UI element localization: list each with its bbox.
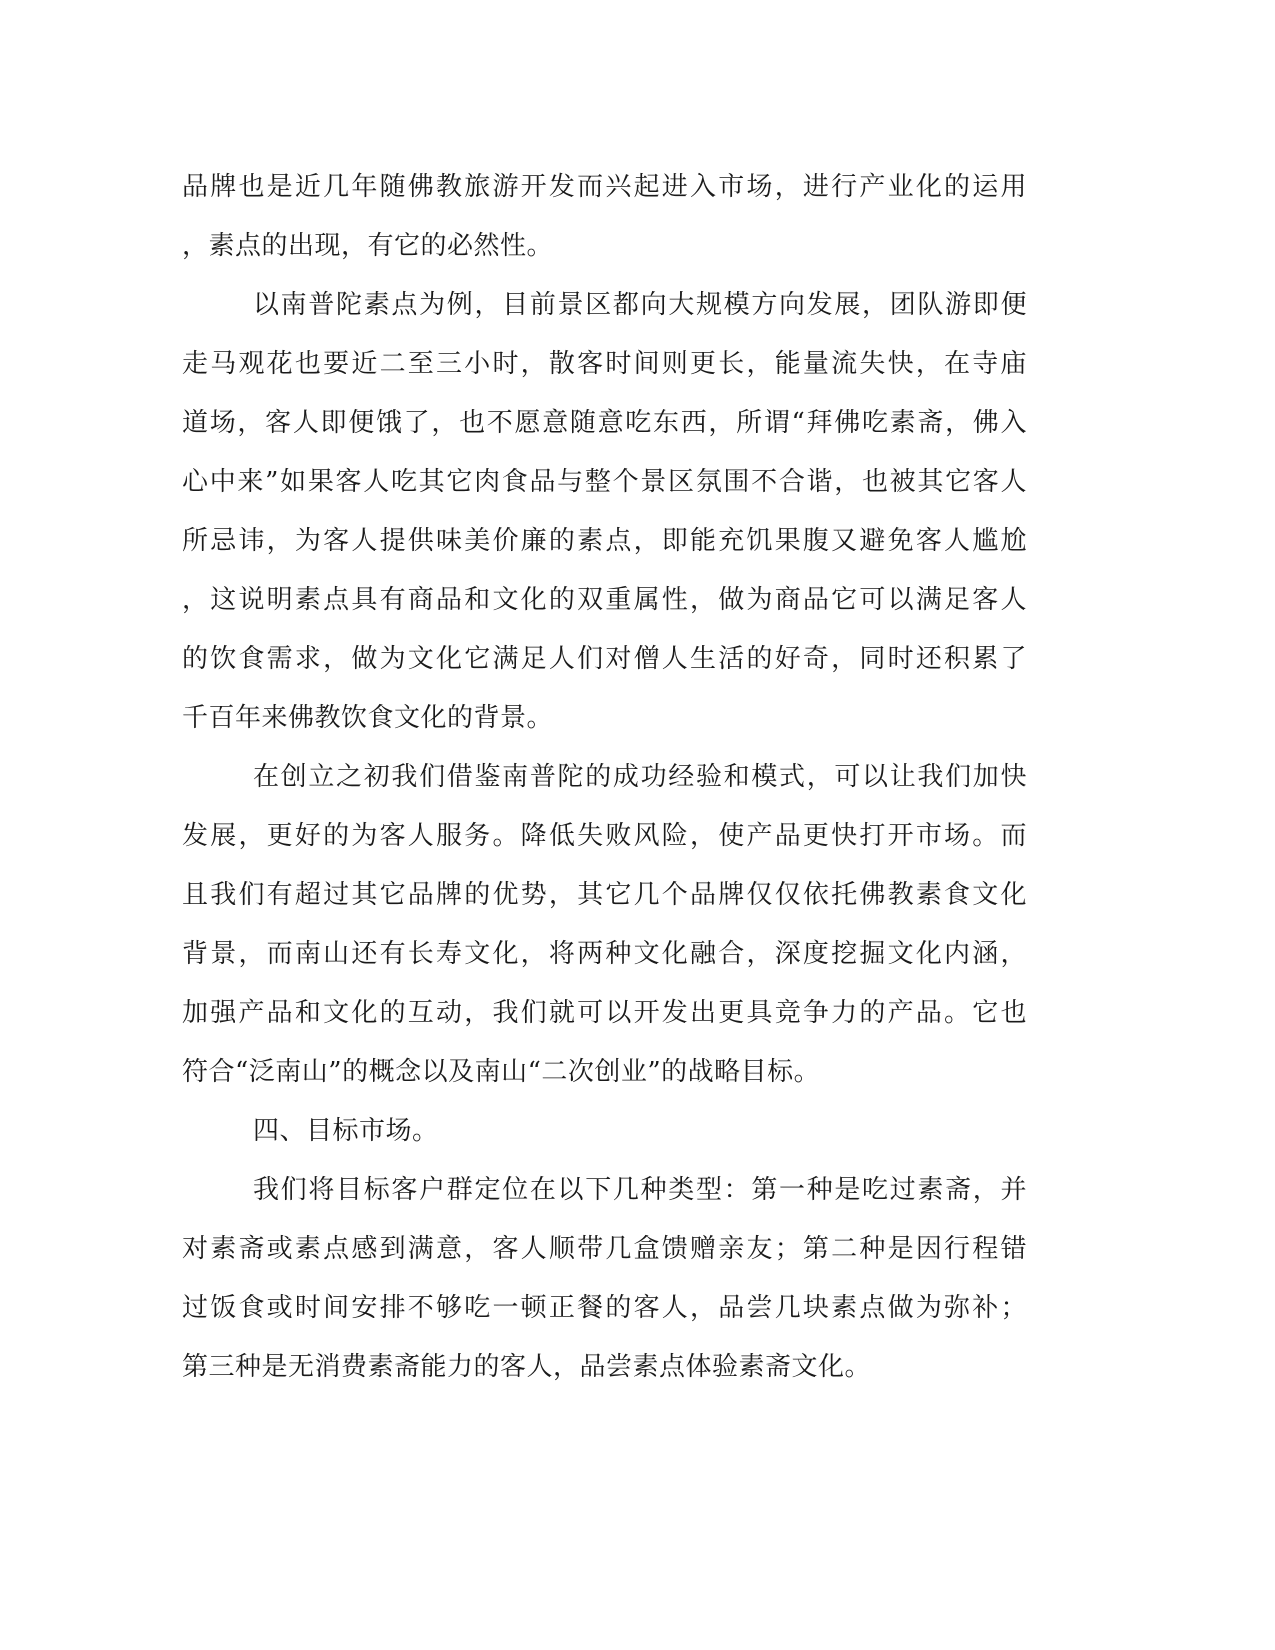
text-line: 在创立之初我们借鉴南普陀的成功经验和模式，可以让我们加快 bbox=[253, 762, 1027, 792]
text-line: 第三种是无消费素斋能力的客人，品尝素点体验素斋文化。 bbox=[182, 1352, 872, 1382]
text-line: 过饭食或时间安排不够吃一顿正餐的客人，品尝几块素点做为弥补； bbox=[182, 1293, 1027, 1323]
text-line: 我们将目标客户群定位在以下几种类型：第一种是吃过素斋，并 bbox=[253, 1175, 1027, 1205]
text-line: 的饮食需求，做为文化它满足人们对僧人生活的好奇，同时还积累了 bbox=[182, 644, 1027, 674]
text-line: ，素点的出现，有它的必然性。 bbox=[182, 231, 554, 261]
text-line: 千百年来佛教饮食文化的背景。 bbox=[182, 703, 554, 733]
text-line: 符合“泛南山”的概念以及南山“二次创业”的战略目标。 bbox=[182, 1057, 821, 1087]
text-line: 四、目标市场。 bbox=[253, 1116, 439, 1146]
text-line: ，这说明素点具有商品和文化的双重属性，做为商品它可以满足客人 bbox=[182, 585, 1027, 615]
text-line: 背景，而南山还有长寿文化，将两种文化融合，深度挖掘文化内涵， bbox=[182, 939, 1027, 969]
text-line: 以南普陀素点为例，目前景区都向大规模方向发展，团队游即便 bbox=[253, 290, 1027, 320]
document-body bbox=[182, 158, 1027, 1397]
text-line: 所忌讳，为客人提供味美价廉的素点，即能充饥果腹又避免客人尴尬 bbox=[182, 526, 1027, 556]
text-line: 品牌也是近几年随佛教旅游开发而兴起进入市场，进行产业化的运用 bbox=[182, 172, 1027, 202]
text-line: 对素斋或素点感到满意，客人顺带几盒馈赠亲友；第二种是因行程错 bbox=[182, 1234, 1027, 1264]
text-line: 走马观花也要近二至三小时，散客时间则更长，能量流失快，在寺庙 bbox=[182, 349, 1027, 379]
text-line: 道场，客人即便饿了，也不愿意随意吃东西，所谓“拜佛吃素斋，佛入 bbox=[182, 408, 1027, 438]
text-line: 且我们有超过其它品牌的优势，其它几个品牌仅仅依托佛教素食文化 bbox=[182, 880, 1027, 910]
text-line: 心中来”如果客人吃其它肉食品与整个景区氛围不合谐，也被其它客人 bbox=[182, 467, 1027, 497]
text-line: 发展，更好的为客人服务。降低失败风险，使产品更快打开市场。而 bbox=[182, 821, 1027, 851]
text-line: 加强产品和文化的互动，我们就可以开发出更具竞争力的产品。它也 bbox=[182, 998, 1027, 1028]
